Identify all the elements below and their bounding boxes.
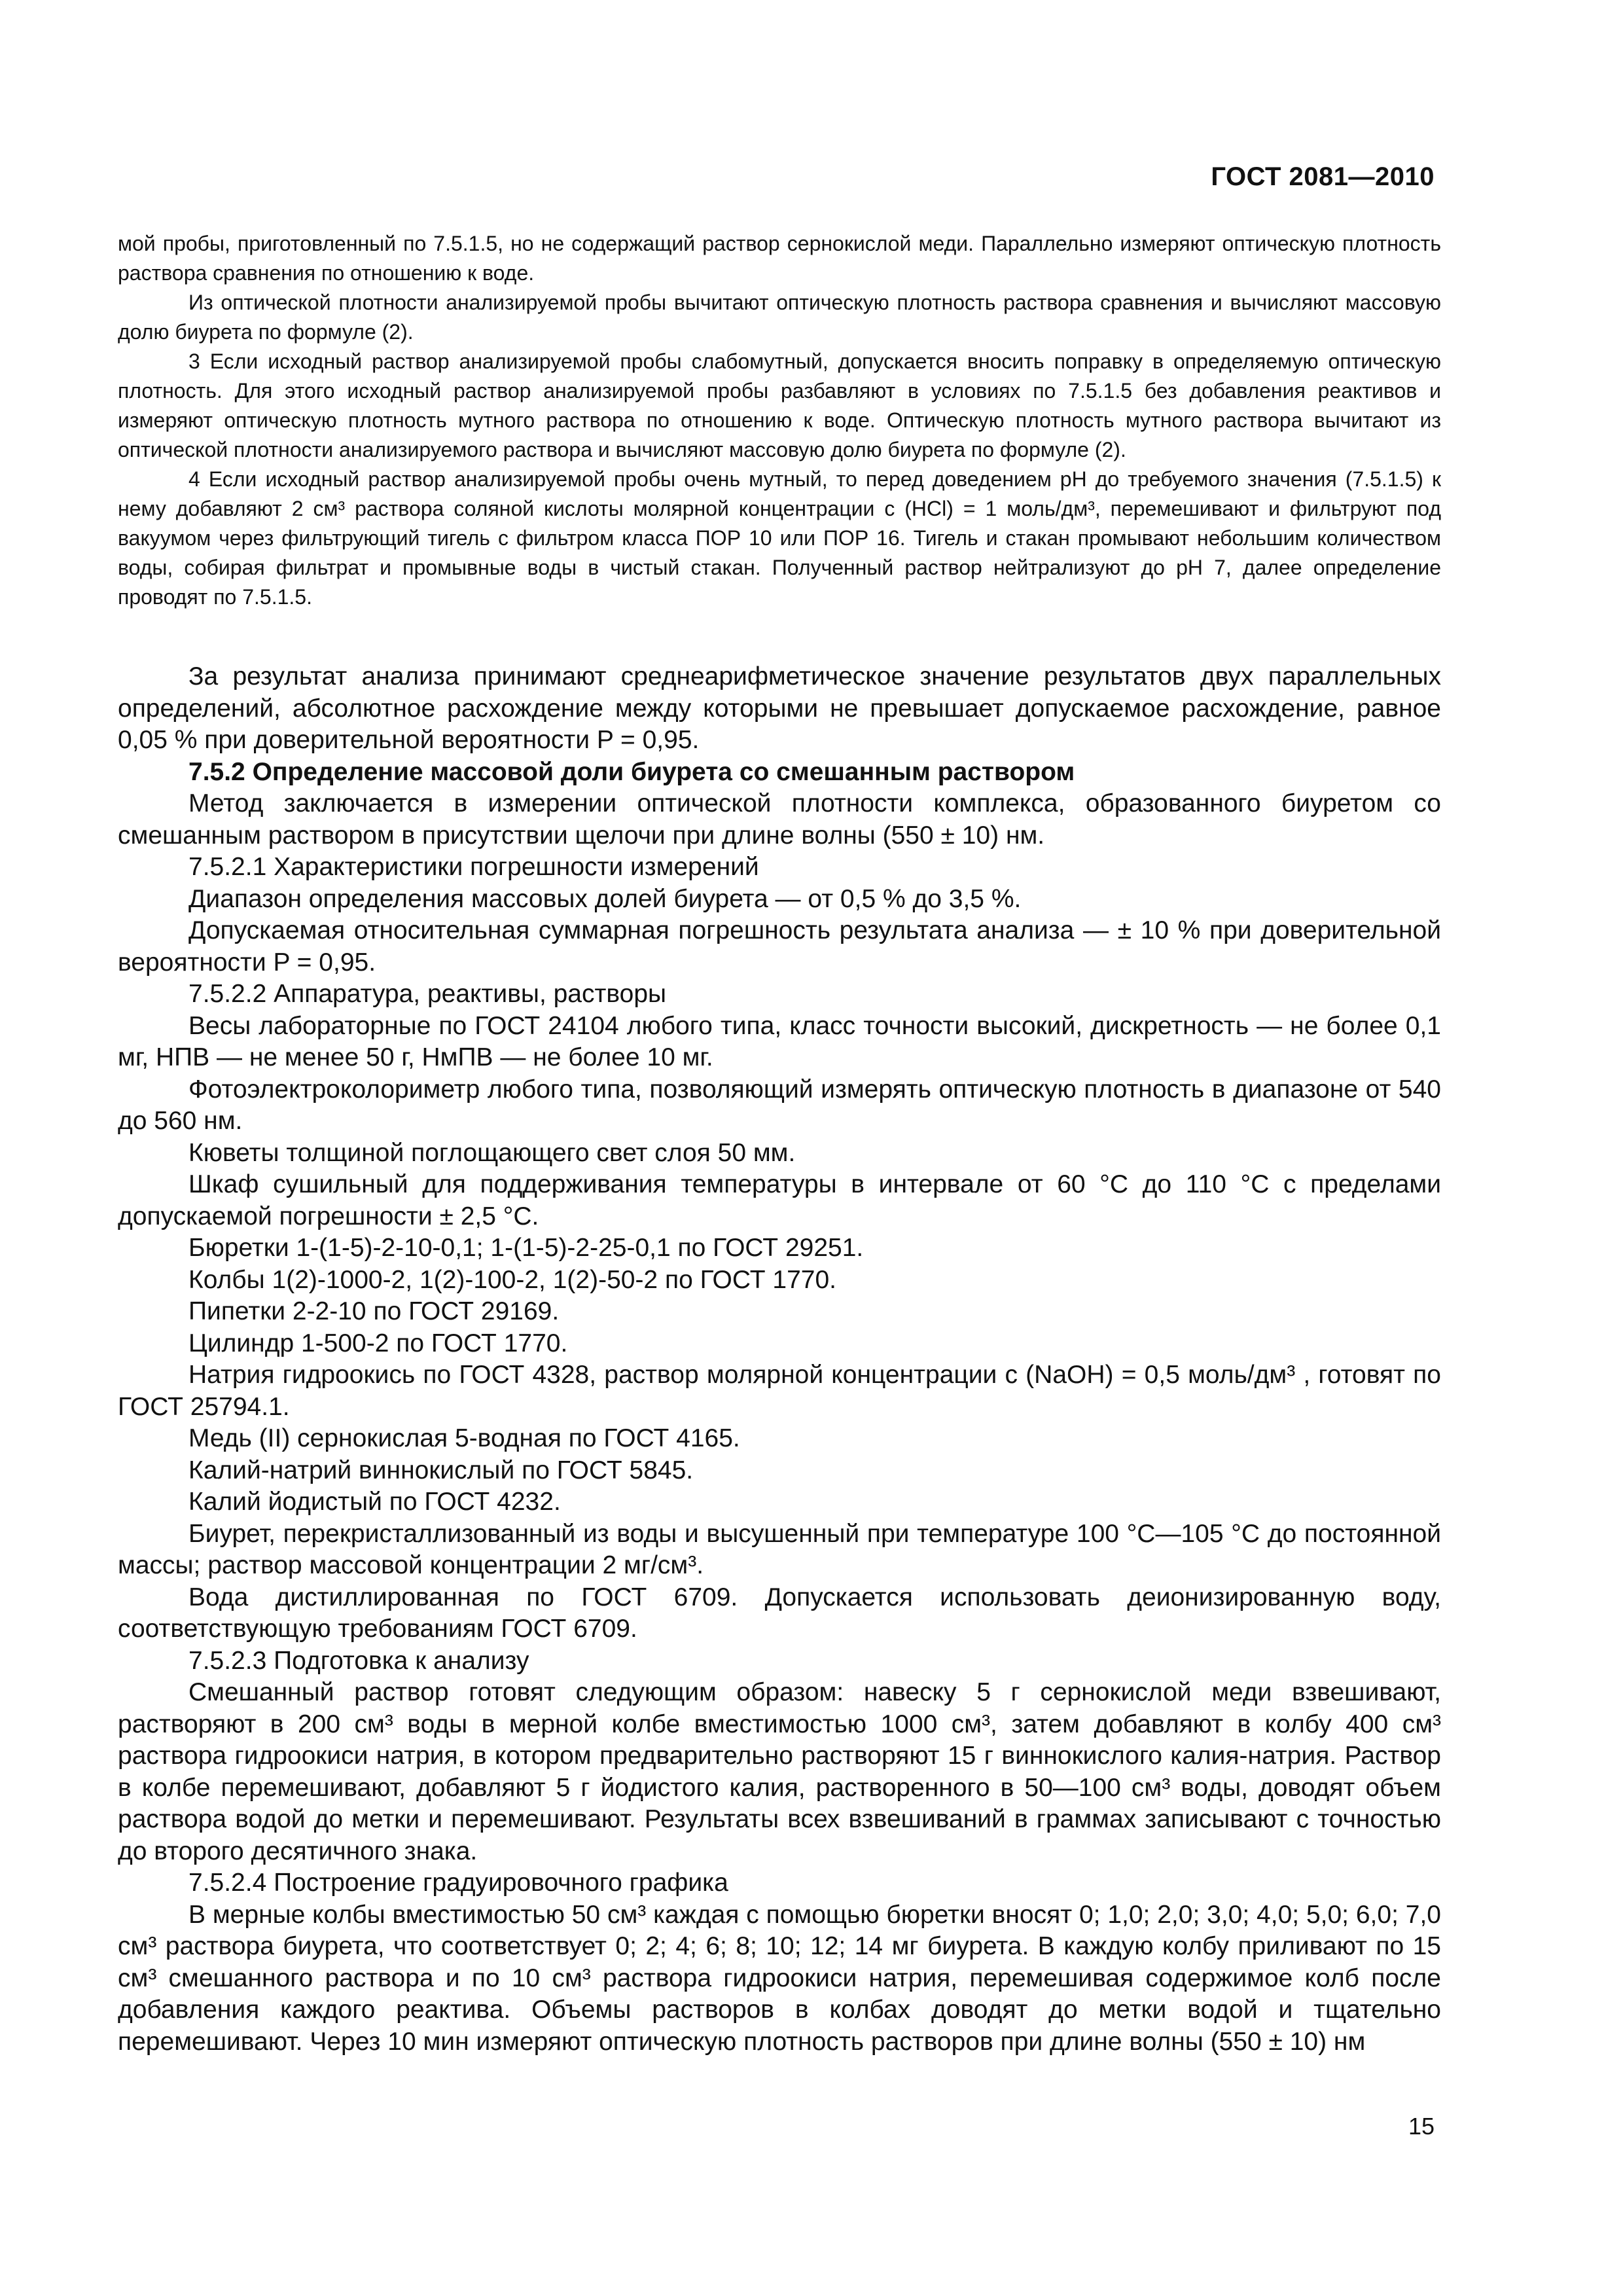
equipment-item: Колбы 1(2)-1000-2, 1(2)-100-2, 1(2)-50-2 по ГОСТ 1770. — [188, 1265, 836, 1294]
preparation-paragraph: Смешанный раствор готовят следующим образом: навеску 5 г сернокислой меди взвешивают, растворяют в 200 см³ воды в мерной колбе вместимостью 1000 см³, затем добавляют в колбу 400 см³ раствора гидроокиси натрия, в котором предварительно растворяют 15 г виннокислого калия-натрия. Раствор в колбе перемешивают, добавляют 5 г йодистого калия, растворенного в 50—100 см³ воды, доводят объем раствора водой до метки и перемешивают. Результаты всех взвешиваний в граммах записывают с точностью до второго десятичного знака. — [118, 1678, 1441, 1865]
equipment-item: Калий йодистый по ГОСТ 4232. — [188, 1488, 561, 1516]
main-text — [118, 661, 1441, 2058]
document-number: ГОСТ 2081—2010 — [1211, 162, 1435, 191]
equipment-item: Биурет, перекристаллизованный из воды и высушенный при температуре 100 °C—105 °C до постоянной массы; раствор массовой концентрации 2 мг/см³. — [118, 1519, 1441, 1579]
equipment-item: Натрия гидроокись по ГОСТ 4328, раствор молярной концентрации c (NaOH) = 0,5 моль/дм³ , готовят по ГОСТ 25794.1. — [118, 1361, 1441, 1421]
subsection-title: 7.5.2.2 Аппаратура, реактивы, растворы — [188, 980, 667, 1008]
equipment-item: Пипетки 2-2-10 по ГОСТ 29169. — [188, 1297, 560, 1325]
subsection-title: 7.5.2.1 Характеристики погрешности измерений — [188, 853, 759, 881]
equipment-item: Шкаф сушильный для поддерживания температуры в интервале от 60 °C до 110 °C с пределами допускаемой погрешности ± 2,5 °C. — [118, 1170, 1441, 1230]
method-paragraph: Метод заключается в измерении оптической плотности комплекса, образованного биуретом со смешанным раствором в присутствии щелочи при длине волны (550 ± 10) нм. — [118, 789, 1441, 850]
subsection-title: 7.5.2.4 Построение градуировочного графика — [188, 1869, 728, 1897]
equipment-item: Вода дистиллированная по ГОСТ 6709. Допускается использовать деионизированную воду, соответствующую требованиям ГОСТ 6709. — [118, 1583, 1441, 1643]
section-heading: 7.5.2 Определение массовой доли биурета со смешанным раствором — [188, 757, 1075, 786]
note-continuation: мой пробы, приготовленный по 7.5.1.5, но не содержащий раствор сернокислой меди. Параллельно измеряют оптическую плотность раствора сравнения по отношению к воде. — [118, 232, 1441, 285]
calibration-paragraph: В мерные колбы вместимостью 50 см³ каждая с помощью бюретки вносят 0; 1,0; 2,0; 3,0; 4,0; 5,0; 6,0; 7,0 см³ раствора биурета, что соответствует 0; 2; 4; 6; 8; 10; 12; 14 мг биурета. В каждую колбу приливают по 15 см³ смешанного раствора и по 10 см³ раствора гидроокиси натрия, перемешивая содержимое колб после добавления каждого реактива. Объемы растворов в колбах доводят до метки водой и тщательно перемешивают. Через 10 мин измеряют оптическую плотность растворов при длине волны (550 ± 10) нм — [118, 1900, 1441, 2056]
error-paragraph: Допускаемая относительная суммарная погрешность результата анализа — ± 10 % при доверительной вероятности P = 0,95. — [118, 916, 1441, 977]
note-3: 3 Если исходный раствор анализируемой пробы слабомутный, допускается вносить поправку в определяемую оптическую плотность. Для этого исходный раствор анализируемой пробы разбавляют в условиях по 7.5.1.5 без добавления реактивов и измеряют оптическую плотность мутного раствора по отношению к воде. Оптическую плотность мутного раствора вычитают из оптической плотности анализируемого раствора и вычисляют массовую долю биурета по формуле (2). — [118, 350, 1441, 461]
page-number: 15 — [1408, 2113, 1435, 2140]
equipment-item: Медь (II) сернокислая 5-водная по ГОСТ 4165. — [188, 1424, 740, 1452]
equipment-item: Весы лабораторные по ГОСТ 24104 любого типа, класс точности высокий, дискретность — не более 0,1 мг, НПВ — не менее 50 г, НмПВ — не более 10 мг. — [118, 1011, 1441, 1071]
notes-block — [118, 229, 1441, 612]
result-paragraph: За результат анализа принимают среднеарифметическое значение результатов двух параллельных определений, абсолютное расхождение между которыми не превышает допускаемое расхождение, равное 0,05 % при доверительной вероятности P = 0,95. — [118, 662, 1441, 754]
note-paragraph: Из оптической плотности анализируемой пробы вычитают оптическую плотность раствора сравнения и вычисляют массовую долю биурета по формуле (2). — [118, 291, 1441, 344]
subsection-title: 7.5.2.3 Подготовка к анализу — [188, 1646, 529, 1675]
range-paragraph: Диапазон определения массовых долей биурета — от 0,5 % до 3,5 %. — [188, 884, 1022, 913]
equipment-item: Бюретки 1-(1-5)-2-10-0,1; 1-(1-5)-2-25-0,1 по ГОСТ 29251. — [188, 1234, 864, 1262]
equipment-item: Фотоэлектроколориметр любого типа, позволяющий измерять оптическую плотность в диапазоне от 540 до 560 нм. — [118, 1075, 1441, 1135]
equipment-item: Цилиндр 1-500-2 по ГОСТ 1770. — [188, 1329, 568, 1357]
note-4: 4 Если исходный раствор анализируемой пробы очень мутный, то перед доведением pH до требуемого значения (7.5.1.5) к нему добавляют 2 см³ раствора соляной кислоты молярной концентрации c (HCl) = 1 моль/дм³, перемешивают и фильтруют под вакуумом через фильтрующий тигель с фильтром класса ПОР 10 или ПОР 16. Тигель и стакан промывают небольшим количеством воды, собирая фильтрат и промывные воды в чистый стакан. Полученный раствор нейтрализуют до pH 7, далее определение проводят по 7.5.1.5. — [118, 467, 1441, 609]
equipment-item: Кюветы толщиной поглощающего свет слоя 50 мм. — [188, 1138, 796, 1167]
equipment-item: Калий-натрий виннокислый по ГОСТ 5845. — [188, 1456, 694, 1484]
